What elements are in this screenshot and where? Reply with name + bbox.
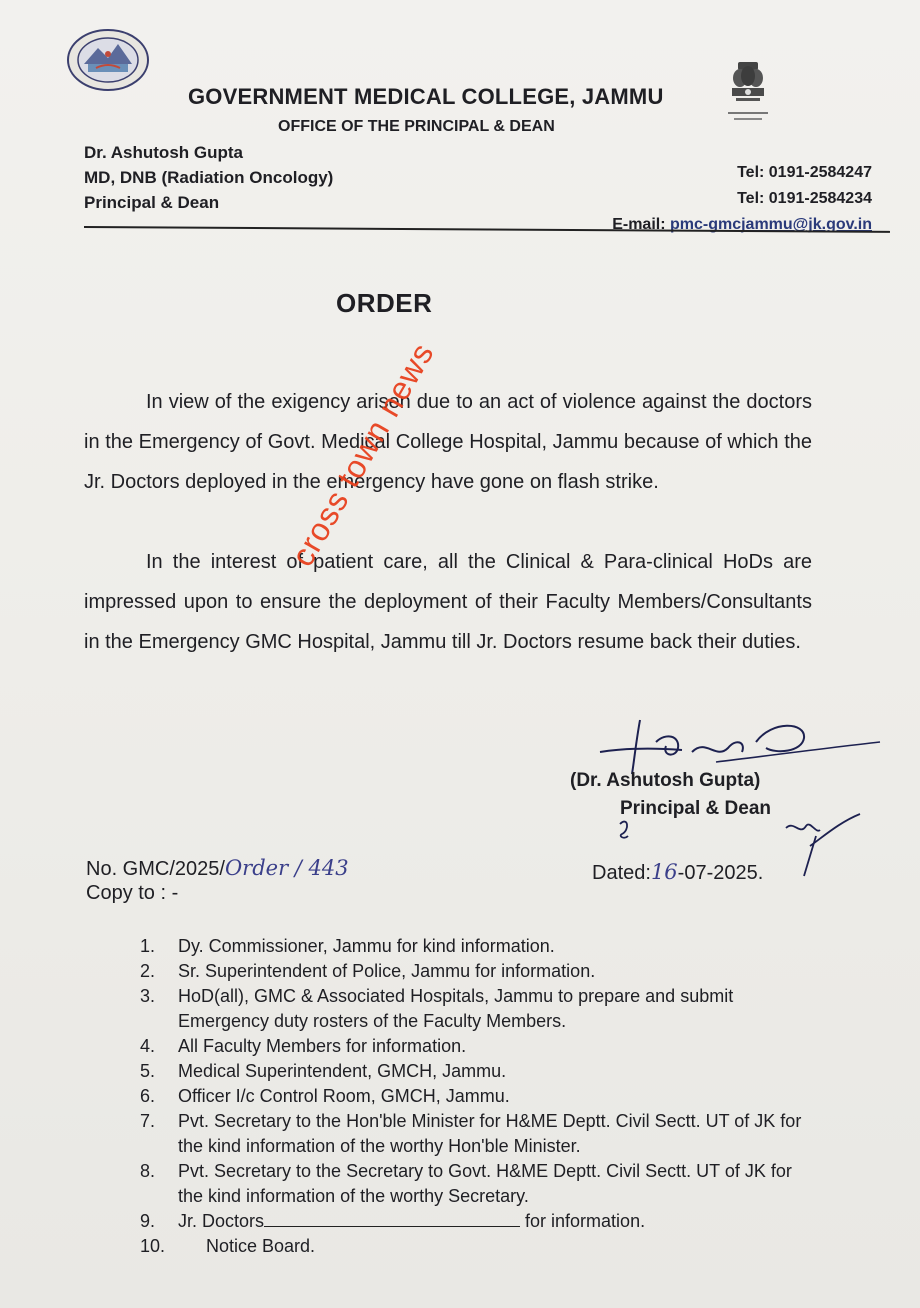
telephone-2: Tel: 0191-2584234 [737,190,872,207]
date-day-handwritten: 16 [650,860,678,884]
order-paragraph-1 [84,382,812,502]
list-item: 5. Medical Superintendent, GMCH, Jammu. [140,1061,507,1081]
list-item: 6. Officer I/c Control Room, GMCH, Jammu. [140,1086,510,1106]
reference-handwritten: Order / 443 [224,856,349,880]
list-item: 2. Sr. Superintendent of Police, Jammu for information. [140,961,596,981]
order-paragraph-2 [84,542,812,662]
college-logo-icon [66,28,150,92]
order-heading: ORDER [336,288,433,318]
copy-to-label: Copy to : - [86,882,179,904]
principal-name: Dr. Ashutosh Gupta [84,143,243,162]
paragraph-2-text: In the interest of patient care, all the Clinical & Para-clinical HoDs are impressed upon to ensure the deployment of their Faculty Members/Consultants in the Emergency GMC Hospital, Jammu till Jr. Doctors resume back their duties. [84,551,812,653]
watermark-text: cross town news [283,336,441,573]
list-item: 7. Pvt. Secretary to the Hon'ble Minister for H&ME Deptt. Civil Sectt. UT of JK for the kind information of the worthy Hon'ble Minister. [140,1111,802,1156]
date-suffix: -07-2025. [677,862,764,884]
list-item: 4. All Faculty Members for information. [140,1036,467,1056]
list-item: 10. Notice Board. [140,1236,316,1256]
national-emblem-icon [720,58,776,128]
email-line [612,212,872,238]
principal-title: Principal & Dean [84,193,220,212]
date-prefix: Dated: [592,862,651,884]
signatory-title: Principal & Dean [620,798,771,819]
contact-block [612,160,872,238]
email-link[interactable]: pmc-gmcjammu@jk.gov.in [669,216,872,233]
email-label: E-mail: [612,216,670,233]
list-item: 1. Dy. Commissioner, Jammu for kind information. [140,936,555,956]
reference-number [86,856,349,881]
reference-prefix: No. GMC/2025/ [86,858,225,880]
list-item: 9. Jr. Doctors for information. [140,1211,646,1231]
signatory-name: (Dr. Ashutosh Gupta) [570,770,761,791]
paragraph-1-text: In view of the exigency arisen due to an act of violence against the doctors in the Emergency of Govt. Medical College Hospital, Jammu because of which the Jr. Doctors deployed in the emergency have gone on flash strike. [84,391,812,493]
copy-to-list [140,934,820,1259]
order-date [592,860,763,885]
institution-name: GOVERNMENT MEDICAL COLLEGE, JAMMU [188,84,664,109]
principal-qualification: MD, DNB (Radiation Oncology) [84,168,334,187]
principal-block [84,140,333,215]
blank-fill-line [264,1210,520,1227]
list-item: 8. Pvt. Secretary to the Secretary to Govt. H&ME Deptt. Civil Sectt. UT of JK for the kind information of the worthy Secretary. [140,1161,792,1206]
office-name: OFFICE OF THE PRINCIPAL & DEAN [278,118,555,135]
list-item: 3. HoD(all), GMC & Associated Hospitals, Jammu to prepare and submit Emergency duty rosters of the Faculty Members. [140,986,734,1031]
telephone-1: Tel: 0191-2584247 [737,164,872,181]
